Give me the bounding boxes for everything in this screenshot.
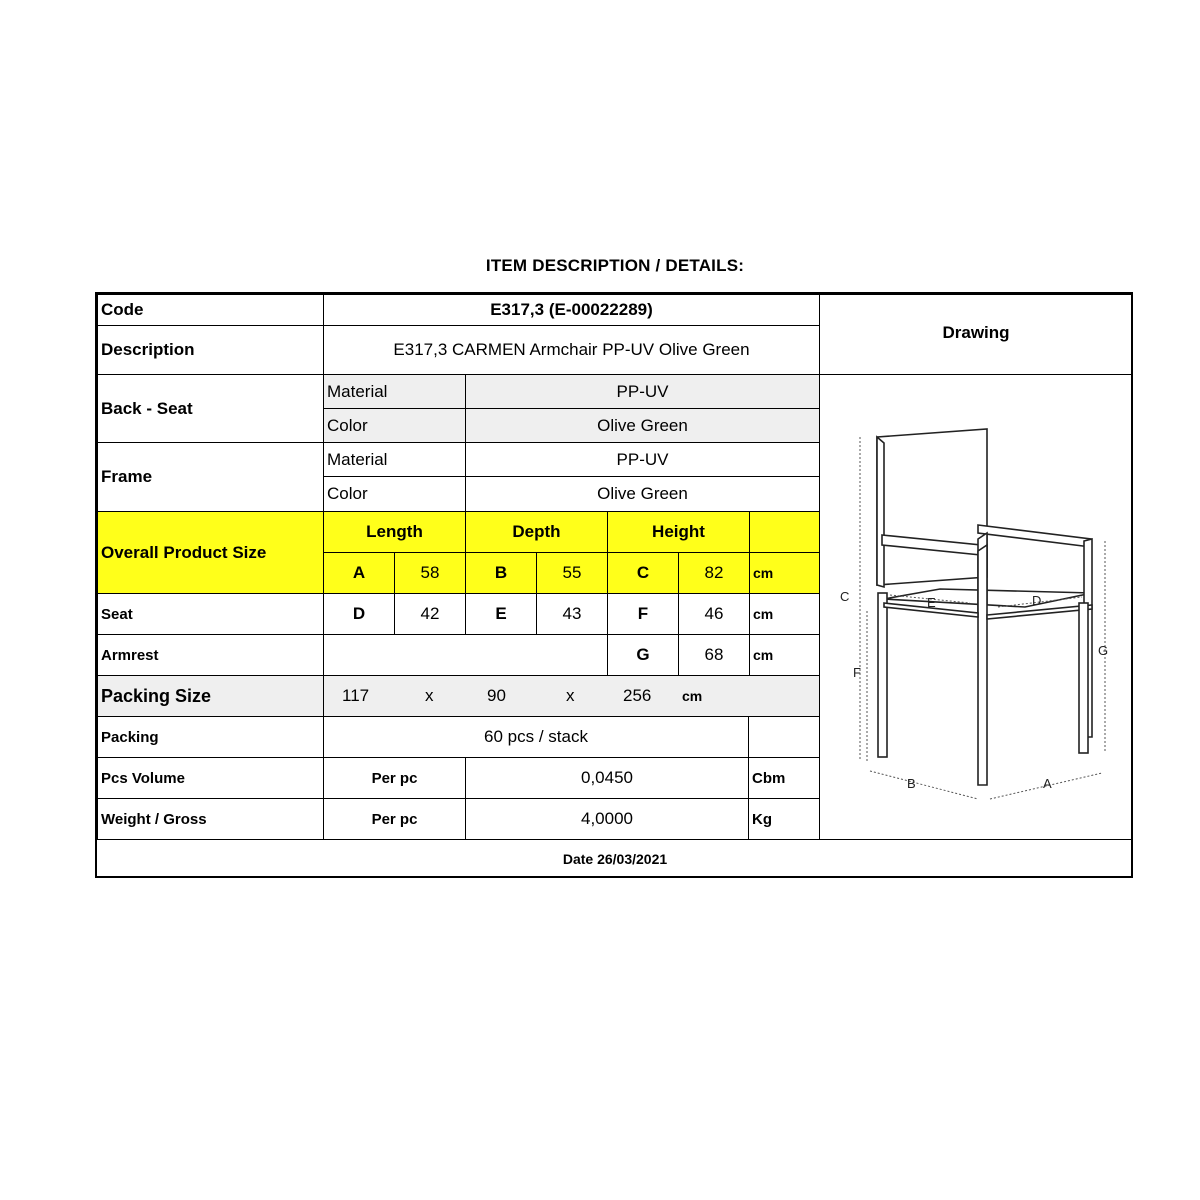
frame-material-value: PP-UV <box>465 442 820 477</box>
back-seat-material-label: Material <box>323 374 466 409</box>
back-seat-color-value: Olive Green <box>465 408 820 443</box>
date-footer: Date 26/03/2021 <box>97 839 1133 878</box>
packing-size-sep1: x <box>425 686 434 705</box>
back-seat-material-value: PP-UV <box>465 374 820 409</box>
packing-label: Packing <box>97 716 324 758</box>
packing-size-label: Packing Size <box>97 675 324 717</box>
spec-sheet <box>95 292 1133 878</box>
pcs-volume-per: Per pc <box>323 757 466 799</box>
packing-size-sep2: x <box>566 686 575 705</box>
dim-a-value: 58 <box>394 552 466 594</box>
drawing-label: Drawing <box>819 294 1133 375</box>
pcs-volume-label: Pcs Volume <box>97 757 324 799</box>
packing-size-depth: 90 <box>487 686 506 705</box>
dim-g-value: 68 <box>678 634 750 676</box>
packing-size-height: 256 <box>623 686 652 705</box>
pcs-volume-unit: Cbm <box>748 757 820 799</box>
armrest-blank <box>323 634 608 676</box>
overall-unit: cm <box>749 552 820 594</box>
overall-size-label: Overall Product Size <box>97 511 324 594</box>
frame-material-label: Material <box>323 442 466 477</box>
back-seat-label: Back - Seat <box>97 374 324 443</box>
pcs-volume-value: 0,0450 <box>465 757 749 799</box>
diagram-label-d: D <box>1032 593 1042 608</box>
seat-unit: cm <box>749 593 820 635</box>
frame-label: Frame <box>97 442 324 512</box>
weight-label: Weight / Gross <box>97 798 324 840</box>
height-header: Height <box>607 511 750 553</box>
armrest-unit: cm <box>749 634 820 676</box>
frame-color-label: Color <box>323 476 466 512</box>
frame-color-value: Olive Green <box>465 476 820 512</box>
seat-label: Seat <box>97 593 324 635</box>
packing-size-values <box>323 675 820 717</box>
dim-a-letter: A <box>323 552 395 594</box>
dim-d-letter: D <box>323 593 395 635</box>
drawing-cell <box>819 374 1133 840</box>
dim-f-letter: F <box>607 593 679 635</box>
diagram-label-c: C <box>840 589 850 604</box>
code-label: Code <box>97 294 324 326</box>
weight-per: Per pc <box>323 798 466 840</box>
dim-e-letter: E <box>465 593 537 635</box>
packing-value: 60 pcs / stack <box>323 716 749 758</box>
dim-e-value: 43 <box>536 593 608 635</box>
dim-d-value: 42 <box>394 593 466 635</box>
diagram-label-a: A <box>1043 776 1052 791</box>
dim-g-letter: G <box>607 634 679 676</box>
armrest-label: Armrest <box>97 634 324 676</box>
dim-c-value: 82 <box>678 552 750 594</box>
packing-size-unit: cm <box>682 688 703 704</box>
dim-c-letter: C <box>607 552 679 594</box>
back-seat-color-label: Color <box>323 408 466 443</box>
overall-header-blank <box>749 511 820 553</box>
weight-unit: Kg <box>748 798 820 840</box>
weight-value: 4,0000 <box>465 798 749 840</box>
diagram-label-e: E <box>927 595 936 610</box>
code-value: E317,3 (E-00022289) <box>323 294 820 326</box>
diagram-label-f: F <box>853 665 861 680</box>
dim-b-letter: B <box>465 552 537 594</box>
dim-b-value: 55 <box>536 552 608 594</box>
dim-f-value: 46 <box>678 593 750 635</box>
packing-size-length: 117 <box>342 686 370 705</box>
diagram-label-g: G <box>1098 643 1109 658</box>
description-value: E317,3 CARMEN Armchair PP-UV Olive Green <box>323 325 820 375</box>
description-label: Description <box>97 325 324 375</box>
diagram-label-b: B <box>907 776 916 791</box>
page-title: ITEM DESCRIPTION / DETAILS: <box>485 256 745 275</box>
depth-header: Depth <box>465 511 608 553</box>
armchair-drawing <box>820 375 1133 840</box>
packing-blank <box>748 716 820 758</box>
length-header: Length <box>323 511 466 553</box>
